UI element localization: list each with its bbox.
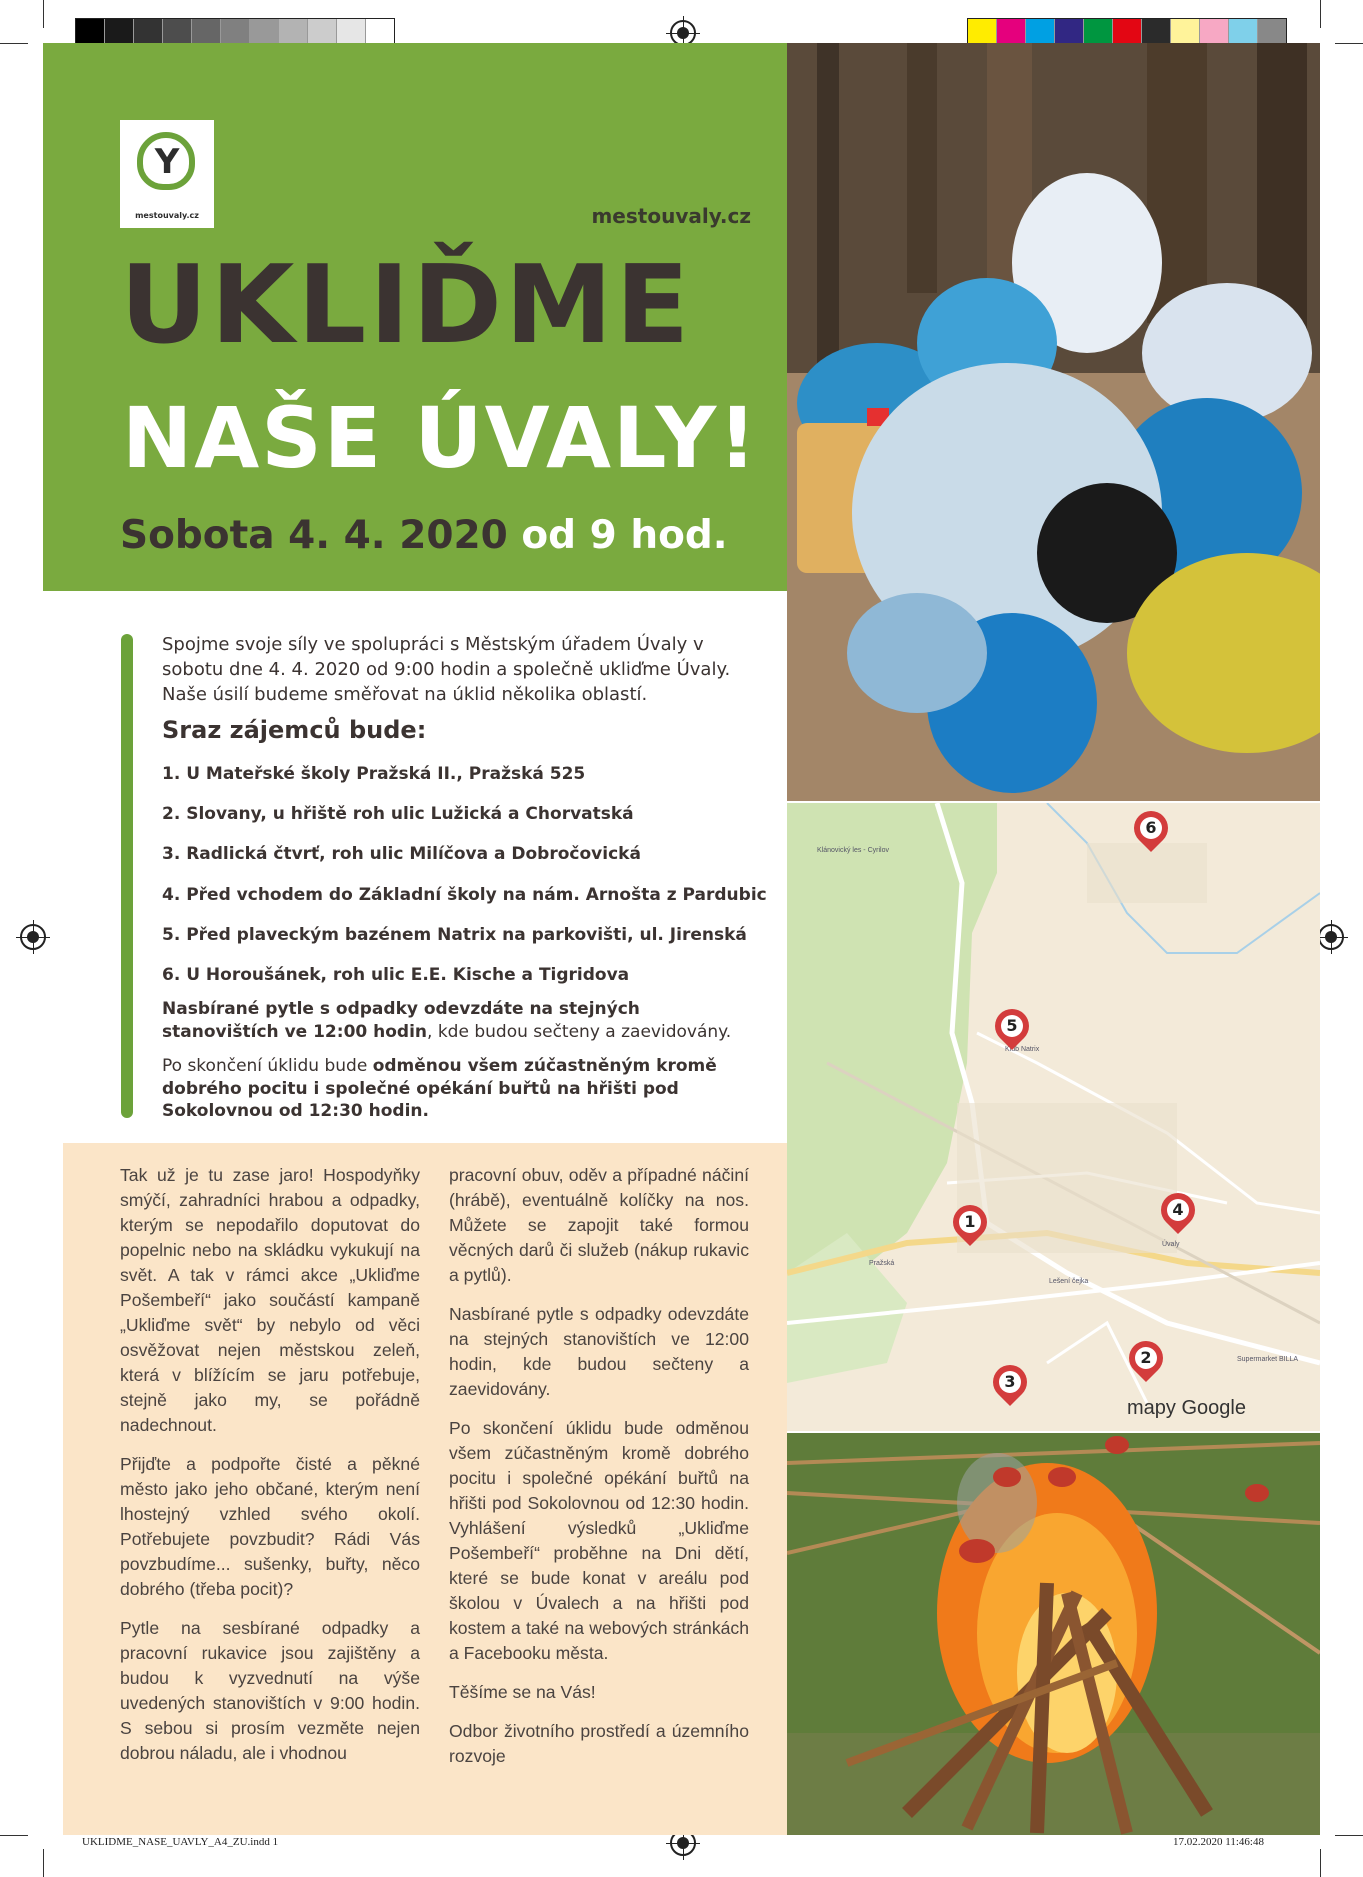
- meeting-points-heading: Sraz zájemců bude:: [162, 716, 427, 744]
- crop-mark: [1335, 43, 1363, 44]
- crop-mark: [1335, 1835, 1363, 1836]
- map-label-uvaly: Úvaly: [1162, 1241, 1180, 1248]
- bags-return-note: [162, 998, 762, 1043]
- list-item: 6. U Horoušánek, roh ulic E.E. Kische a Tigridova: [162, 964, 630, 985]
- map-pin-2[interactable]: 2: [1122, 1334, 1170, 1382]
- registration-mark-right: [1318, 924, 1344, 950]
- article-signature: Odbor životního prostředí a územního rozvoje: [449, 1721, 749, 1766]
- list-item: 3. Radlická čtvrť, roh ulic Milíčova a Dobročovická: [162, 844, 641, 865]
- reward-note: [162, 1055, 762, 1123]
- accent-bar: [121, 634, 133, 1118]
- event-date: [120, 513, 728, 558]
- bags-return-bold: Nasbírané pytle s odpadky odevzdáte na stejných stanovištích ve 12:00 hodin: [162, 999, 640, 1042]
- list-item: 4. Před vchodem do Základní školy na nám. Arnošta z Pardubic: [162, 884, 767, 905]
- logo-letter: Y: [154, 142, 180, 182]
- garbage-bags-photo: [787, 43, 1320, 801]
- map-label-forest: Klánovický les - Cyrilov: [817, 847, 889, 854]
- bags-return-rest: , kde budou sečteny a zaevidovány.: [427, 1021, 732, 1042]
- logo-text: mestouvaly.cz: [135, 211, 199, 220]
- article-paragraph: Po skončení úklidu bude odměnou všem zúčastněným kromě dobrého pocitu i společné opékání buřtů na hřišti pod Sokolovnou od 12:30 hodin. Vyhlášení výsledků „Ukliďme Pošembeří“ proběhne na Dni dětí, které se bude konat v areálu pod školou v Úvalech a na hřišti pod kostem a také na webových stránkách a Facebooku města.: [449, 1418, 749, 1663]
- article-paragraph: Pytle na sesbírané odpadky a pracovní rukavice jsou zajištěny a budou k vyzvednutí na výše uvedených stanovištích v 9:00 hodin. S sebou si prosím vezměte nejen dobrou náladu, ale i vhodnou: [120, 1618, 420, 1763]
- map-label-billa: Supermarket BILLA: [1237, 1356, 1299, 1363]
- page-title-line2: NAŠE ÚVALY!: [122, 389, 759, 487]
- article-paragraph: Nasbírané pytle s odpadky odevzdáte na stejných stanovištích ve 12:00 hodin, kde budou sečteny a zaevidovány.: [449, 1304, 749, 1399]
- map-pin-5[interactable]: 5: [988, 1002, 1036, 1050]
- website-label: mestouvaly.cz: [591, 204, 751, 228]
- event-time: od 9 hod.: [521, 513, 728, 558]
- reward-start: Po skončení úklidu bude: [162, 1056, 373, 1076]
- map-pin-3[interactable]: 3: [986, 1358, 1034, 1406]
- registration-mark-left: [20, 924, 46, 950]
- print-filename: UKLIDME_NASE_UAVLY_A4_ZU.indd 1: [82, 1836, 279, 1848]
- article-paragraph: pracovní obuv, oděv a případné náčiní (hrábě), eventuálně kolíčky na nos. Můžete se zapojit také formou věcných darů či služeb (nákup rukavic a pytlů).: [449, 1165, 749, 1285]
- crop-mark: [43, 1849, 44, 1877]
- article-paragraph: Těšíme se na Vás!: [449, 1682, 596, 1702]
- map-label-prazska: Pražská: [869, 1260, 895, 1267]
- intro-text: Spojme svoje síly ve spolupráci s Městským úřadem Úvaly v sobotu dne 4. 4. 2020 od 9:00 hodin a společně ukliďme Úvaly. Naše úsilí budeme směřovat na úklid několika oblastí.: [162, 634, 731, 705]
- print-timestamp: 17.02.2020 11:46:48: [1173, 1836, 1264, 1848]
- crop-mark: [1320, 0, 1321, 28]
- map-pin-6[interactable]: 6: [1127, 804, 1175, 852]
- page-title-line1: UKLIĎME: [120, 243, 693, 368]
- meeting-points-list: [162, 760, 767, 1001]
- list-item: 1. U Mateřské školy Pražská II., Pražská 525: [162, 764, 586, 784]
- article-column-2: [449, 1163, 749, 1783]
- map-label-lesani: Lešení čejka: [1049, 1278, 1089, 1285]
- crop-mark: [0, 43, 28, 44]
- article-paragraph: Přijďte a podpořte čisté a pěkné město jako jeho občané, kterým není lhostejný vzhled svého okolí. Potřebujete povzbudit? Rádi Vás povzbudíme... sušenky, buřty, něco dobrého (třeba pocit)?: [120, 1454, 420, 1599]
- article-column-1: [120, 1163, 420, 1780]
- city-logo: [120, 120, 214, 228]
- location-map[interactable]: [787, 803, 1320, 1431]
- crop-mark: [0, 1835, 28, 1836]
- event-day: Sobota 4. 4. 2020: [120, 513, 508, 558]
- list-item: 2. Slovany, u hřiště roh ulic Lužická a Chorvatská: [162, 804, 634, 825]
- article-paragraph: Tak už je tu zase jaro! Hospodyňky smýčí, zahradníci hrabou a odpadky, kterým se nepodařilo doputovat do popelnic nebo na skládku vykukují na svět. A tak v rámci akce „Ukliďme Pošembeří“ jako součástí kampaně „Ukliďme svět“ by nebylo od věci osvěžovat nejen městskou zeleň, která v blížícím se jaru potřebuje, stejně jako my, se pořádně nadechnout.: [120, 1165, 420, 1435]
- map-pin-1[interactable]: 1: [946, 1198, 994, 1246]
- crop-mark: [1320, 1849, 1321, 1877]
- list-item: 5. Před plaveckým bazénem Natrix na parkovišti, ul. Jirenská: [162, 924, 747, 945]
- map-pin-4[interactable]: 4: [1154, 1186, 1202, 1234]
- map-label-natrix: Klub Natrix: [1005, 1046, 1040, 1053]
- crop-mark: [43, 0, 44, 28]
- map-attribution: mapy Google: [1127, 1397, 1246, 1419]
- reward-bold: odměnou všem zúčastněným kromě dobrého pocitu i společné opékání buřtů na hřišti pod Sokolovnou od 12:30 hodin.: [162, 1056, 717, 1121]
- bonfire-photo: [787, 1433, 1320, 1835]
